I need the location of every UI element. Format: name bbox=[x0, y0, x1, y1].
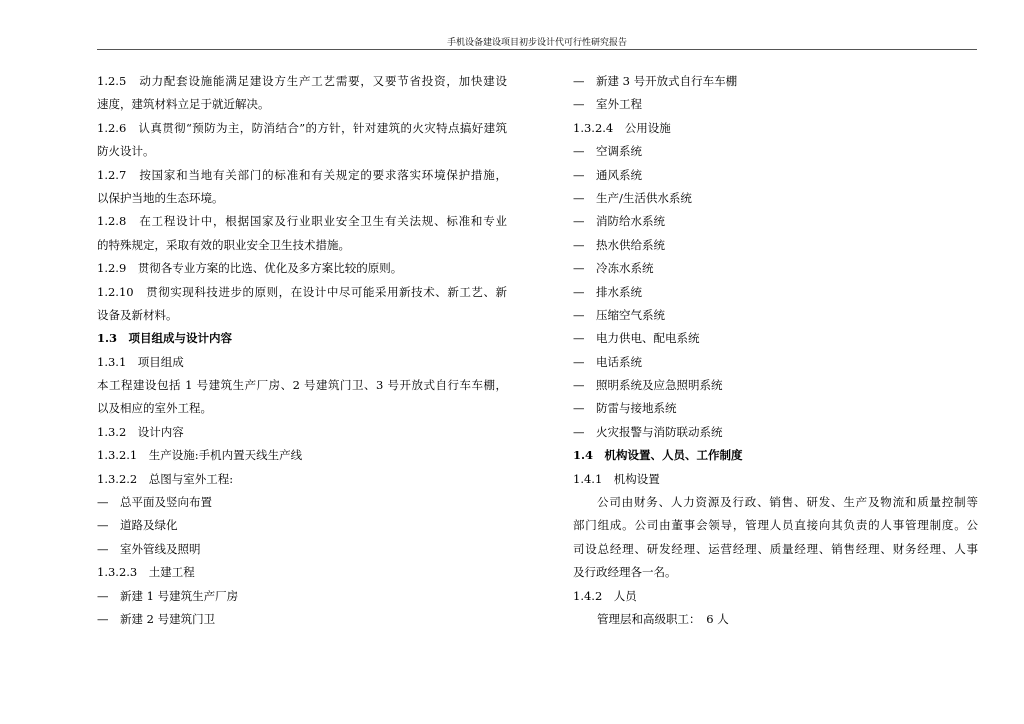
text-line: 以保护当地的生态环境。 bbox=[97, 190, 224, 205]
text-line: — 照明系统及应急照明系统 bbox=[573, 378, 723, 393]
text-line: 1.3.2.1 生产设施:手机内置天线生产线 bbox=[97, 448, 303, 463]
text-line: — 通风系统 bbox=[573, 167, 642, 182]
text-line: 以及相应的室外工程。 bbox=[97, 401, 212, 416]
text-line: 1.2.10 贯彻实现科技进步的原则，在设计中尽可能采用新技术、新工艺、新 bbox=[97, 284, 507, 299]
text-line: 1.3.1 项目组成 bbox=[97, 354, 184, 369]
text-line: 1.3.2.2 总图与室外工程: bbox=[97, 471, 234, 486]
text-line: — 消防给水系统 bbox=[573, 214, 665, 229]
text-line: 1.2.5 动力配套设施能满足建设方生产工艺需要，又要节省投资，加快建设 bbox=[97, 74, 507, 88]
text-line: 公司由财务、人力资源及行政、销售、研发、生产及物流和质量控制等 bbox=[597, 495, 978, 510]
text-line: — 空调系统 bbox=[573, 144, 642, 159]
page-header-title: 手机设备建设项目初步设计代可行性研究报告 bbox=[446, 38, 627, 48]
text-line: 1.4.1 机构设置 bbox=[573, 471, 660, 486]
section-heading: 1.4 机构设置、人员、工作制度 bbox=[573, 448, 743, 463]
text-line: 部门组成。公司由董事会领导，管理人员直接向其负责的人事管理制度。公 bbox=[573, 518, 978, 533]
text-line: 1.2.9 贯彻各专业方案的比选、优化及多方案比较的原则。 bbox=[97, 261, 403, 276]
text-line: 速度，建筑材料立足于就近解决。 bbox=[97, 97, 270, 112]
text-line: 1.3.2 设计内容 bbox=[97, 424, 184, 439]
header-divider bbox=[97, 49, 977, 50]
text-line: 及行政经理各一名。 bbox=[573, 565, 677, 580]
section-heading: 1.3 项目组成与设计内容 bbox=[97, 331, 233, 346]
text-line: — 电话系统 bbox=[573, 354, 642, 369]
text-line: — 新建 1 号建筑生产厂房 bbox=[97, 588, 239, 603]
text-line: — 火灾报警与消防联动系统 bbox=[573, 424, 723, 439]
text-line: 1.2.7 按国家和当地有关部门的标准和有关规定的要求落实环境保护措施， bbox=[97, 167, 507, 182]
text-line: 1.2.8 在工程设计中，根据国家及行业职业安全卫生有关法规、标准和专业 bbox=[97, 214, 507, 229]
text-line: 1.3.2.3 土建工程 bbox=[97, 565, 195, 580]
text-line: — 生产/生活供水系统 bbox=[573, 190, 692, 205]
text-line: 本工程建设包括 1 号建筑生产厂房、2 号建筑门卫、3 号开放式自行车车棚， bbox=[97, 378, 507, 393]
text-line: 的特殊规定，采取有效的职业安全卫生技术措施。 bbox=[97, 237, 350, 252]
text-line: 1.2.6 认真贯彻“预防为主，防消结合”的方针，针对建筑的火灾特点搞好建筑 bbox=[97, 120, 507, 135]
left-text-column bbox=[97, 70, 507, 631]
text-line: — 电力供电、配电系统 bbox=[573, 331, 700, 346]
text-line: 管理层和高级职工： 6 人 bbox=[597, 611, 729, 626]
text-line: 司设总经理、研发经理、运营经理、质量经理、销售经理、财务经理、人事 bbox=[573, 541, 978, 556]
text-line: — 新建 2 号建筑门卫 bbox=[97, 611, 216, 626]
text-line: — 新建 3 号开放式自行车车棚 bbox=[573, 74, 738, 88]
text-line: — 防雷与接地系统 bbox=[573, 401, 677, 416]
right-text-column bbox=[573, 70, 978, 631]
text-line: — 室外工程 bbox=[573, 97, 642, 112]
text-line: — 总平面及竖向布置 bbox=[97, 495, 212, 510]
text-line: 1.4.2 人员 bbox=[573, 588, 637, 603]
text-line: 1.3.2.4 公用设施 bbox=[573, 120, 671, 135]
text-line: 防火设计。 bbox=[97, 144, 155, 159]
text-line: — 热水供给系统 bbox=[573, 237, 665, 252]
text-line: — 压缩空气系统 bbox=[573, 307, 665, 322]
text-line: — 排水系统 bbox=[573, 284, 642, 299]
text-line: 设备及新材料。 bbox=[97, 307, 178, 322]
text-line: — 室外管线及照明 bbox=[97, 541, 201, 556]
text-line: — 道路及绿化 bbox=[97, 518, 178, 533]
text-line: — 冷冻水系统 bbox=[573, 261, 654, 276]
